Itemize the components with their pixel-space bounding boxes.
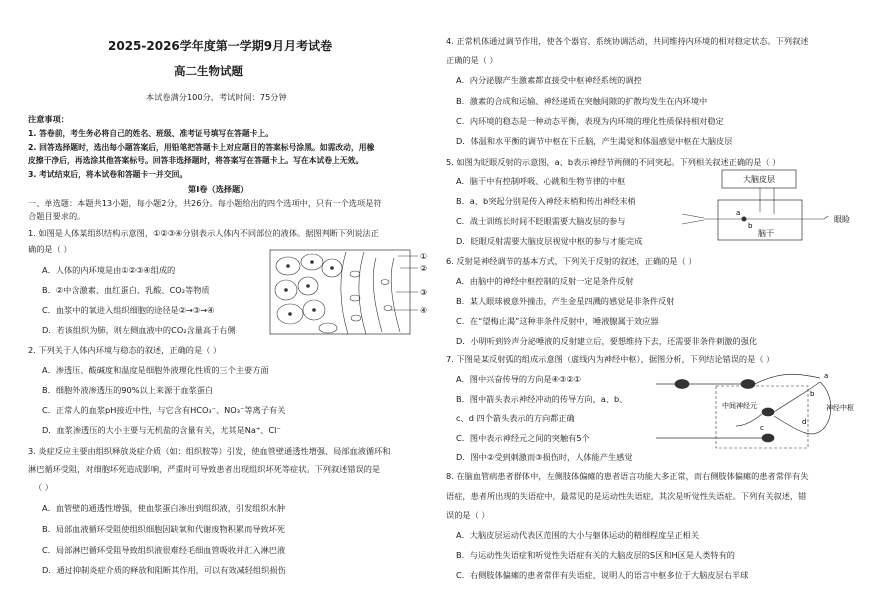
q3-option-b: B．局部血液循环受阻使组织细胞因缺氧和代谢废物积累而导致坏死 <box>42 524 286 534</box>
fig-label-1: ① <box>420 252 428 261</box>
q4-option-a: A．内分泌腺产生激素都直接受中枢神经系统的调控 <box>456 75 642 85</box>
fig-label-d: d <box>802 418 807 426</box>
q5-option-a: A．脑干中有控制呼吸、心跳和生物节律的中枢 <box>456 176 626 186</box>
fig-label-b: b <box>748 222 753 230</box>
q7-option-b: B．图中箭头表示神经冲动的传导方向，a、b、 <box>456 394 628 404</box>
q6-option-a: A．由脑中的神经中枢控制的反射一定是条件反射 <box>456 276 634 286</box>
exam-info: 本试卷满分100分，考试时间：75分钟 <box>146 92 287 102</box>
q8-stem: 误的是（ ） <box>446 510 490 520</box>
q8-option-b: B．与运动性失语症和听觉性失语症有关的大脑皮层的S区和H区是人类特有的 <box>456 550 735 560</box>
q8-option-c: C．右侧肢体偏瘫的患者常伴有失语症，说明人的语言中枢多位于大脑皮层右半球 <box>456 570 749 580</box>
q3-stem: （ ） <box>34 482 53 492</box>
q7-option-c: C．图中表示神经元之间的突触有5个 <box>456 433 590 443</box>
blink-reflex-figure <box>674 166 860 250</box>
fig-label-side: 神经中枢 <box>826 404 854 412</box>
q8-stem: 语症，患者所出现的失语症中，最常见的是运动性失语症，其次是听觉性失语症。下列有关叙述，错 <box>446 491 807 501</box>
fig-label-center: 中间神经元 <box>722 402 757 410</box>
q4-option-c: C．内环境的稳态是一种动态平衡，表现为内环境的理化性质保持相对稳定 <box>456 116 724 126</box>
q3-option-d: D．通过抑制炎症介质的释放和阻断其作用，可以有效减轻组织损伤 <box>42 565 286 575</box>
q6-option-c: C．在“望梅止渴”这种非条件反射中，唾液腺属于效应器 <box>456 316 659 326</box>
section-title: 第Ⅰ卷（选择题） <box>188 184 249 194</box>
q8-stem: 8. 在脑血管病患者群体中，左侧肢体偏瘫的患者语言功能大多正常，而右侧肢体偏瘫的患者常伴有失 <box>446 471 809 481</box>
q4-option-d: D．体温和水平衡的调节中枢在下丘脑，产生渴觉和体温感觉中枢在大脑皮层 <box>456 136 733 146</box>
q4-stem: 正确的是（ ） <box>446 55 498 65</box>
fig-label-a: a <box>736 209 741 217</box>
q2-option-d: D．血浆渗透压的大小主要与无机盐的含量有关，尤其是Na⁺、Cl⁻ <box>42 425 281 435</box>
q7-option-a: A．图中兴奋传导的方向是④③②① <box>456 374 582 384</box>
q1-stem: 1. 如图是人体某组织结构示意图，①②③④分别表示人体内不同部位的液体。据图判断下列说法正 <box>28 228 379 238</box>
q5-option-d: D．眨眼反射需要大脑皮层视觉中枢的参与才能完成 <box>456 236 643 246</box>
q1-option-d: D．若该组织为肺，则左侧血液中的CO₂含量高于右侧 <box>42 325 236 335</box>
q1-option-b: B．②中含激素、血红蛋白、乳酸、CO₂等物质 <box>42 285 210 295</box>
tissue-structure-figure <box>268 248 430 338</box>
q7-stem: 7. 下图是某反射弧的组成示意图（虚线内为神经中枢），据图分析，下列结论错误的是（ ） <box>446 354 775 364</box>
fig-label-cortex: 大脑皮层 <box>743 175 775 184</box>
q1-stem: 确的是（ ） <box>28 244 72 254</box>
q1-option-c: C．血浆中的氧进入组织细胞的途径是②→③→④ <box>42 305 215 315</box>
exam-title: 2025-2026学年度第一学期9月月考试卷 <box>108 39 333 53</box>
q6-stem: 6. 反射是神经调节的基本方式，下列关于反射的叙述，正确的是（ ） <box>446 256 697 266</box>
note-line: 1. 答卷前，考生务必将自己的姓名、班级、准考证号填写在答题卡上。 <box>28 129 274 138</box>
q7-option-d: D．图中②受到刺激而③损伤时，人体能产生感觉 <box>456 452 633 462</box>
q4-stem: 4. 正常机体通过调节作用，使各个器官、系统协调活动，共同维持内环境的相对稳定状态。下列叙述 <box>446 36 809 46</box>
note-line: 皮擦干净后，再选涂其他答案标号。回答非选择题时，将答案写在答题卡上。写在本试卷上无效。 <box>28 156 364 165</box>
fig-label-b: b <box>810 390 815 398</box>
q6-option-b: B．某人眼球被意外撞击，产生金星四溅的感觉是非条件反射 <box>456 296 675 306</box>
fig-label-brainstem: 脑干 <box>758 229 774 238</box>
q5-stem: 5. 如图为眨眼反射的示意图，a、b表示神经节两侧的不同突起。下列相关叙述正确的是（ ） <box>446 157 781 167</box>
q2-option-b: B．细胞外液渗透压的90%以上来源于血浆蛋白 <box>42 385 214 395</box>
fig-label-4: ④ <box>420 306 428 315</box>
fig-label-2: ② <box>420 264 428 273</box>
q4-option-b: B．激素的合成和运输、神经递质在突触间隙的扩散均发生在内环境中 <box>456 96 708 106</box>
note-line: 2. 回答选择题时，选出每小题答案后，用铅笔把答题卡上对应题目的答案标号涂黑。如需改动，用橡 <box>28 143 375 152</box>
notes-heading: 注意事项： <box>28 114 69 124</box>
q1-option-a: A．人体的内环境是由①②③④组成的 <box>42 265 176 275</box>
q3-stem: 淋巴循环受阻，对细胞坏死造成影响，严重时可导致患者出现组织坏死等症状。下列叙述错误的是 <box>28 464 381 474</box>
q5-option-b: B．a、b突起分别是传入神经末梢和传出神经末梢 <box>456 196 636 206</box>
section-intro: 合题目要求的。 <box>28 211 86 221</box>
q3-stem: 3. 炎症反应主要由组织释放炎症介质（如：组织胺等）引发，使血管壁通透性增强、局部血液循环和 <box>28 446 391 456</box>
q3-option-a: A．血管壁的通透性增强，使血浆蛋白渗出到组织液，引发组织水肿 <box>42 503 286 513</box>
q2-option-a: A．渗透压、酸碱度和温度是细胞外液理化性质的三个主要方面 <box>42 365 269 375</box>
q2-stem: 2. 下列关于人体内环境与稳态的叙述，正确的是（ ） <box>28 345 222 355</box>
q6-option-d: D．小明听到铃声分泌唾液的反射建立后，要想维持下去，还需要非条件刺激的强化 <box>456 336 758 346</box>
note-line: 3. 考试结束后，将本试卷和答题卡一并交回。 <box>28 170 188 179</box>
q3-option-c: C．局部淋巴循环受阻导致组织液很难经毛细血管吸收并汇入淋巴液 <box>42 545 286 555</box>
fig-label-c: c <box>760 424 764 432</box>
exam-subtitle: 高二生物试题 <box>174 64 243 78</box>
q7-option-b-cont: c、d 四个箭头表示的方向都正确 <box>456 413 575 423</box>
section-intro: 一、单选题：本题共13小题，每小题2分，共26分。每小题给出的四个选项中，只有一个选项是符 <box>28 198 382 208</box>
fig-label-a: a <box>824 372 829 380</box>
q8-option-a: A．大脑皮层运动代表区范围的大小与躯体运动的精细程度呈正相关 <box>456 530 700 540</box>
reflex-arc-figure <box>652 364 858 456</box>
q5-option-c: C．战士训练长时间不眨眼需要大脑皮层的参与 <box>456 216 626 226</box>
fig-label-3: ③ <box>420 288 428 297</box>
fig-label-eye: 眼睑 <box>834 215 850 224</box>
q2-option-c: C．正常人的血浆pH接近中性，与它含有HCO₃⁻、NO₃⁻等离子有关 <box>42 405 286 415</box>
